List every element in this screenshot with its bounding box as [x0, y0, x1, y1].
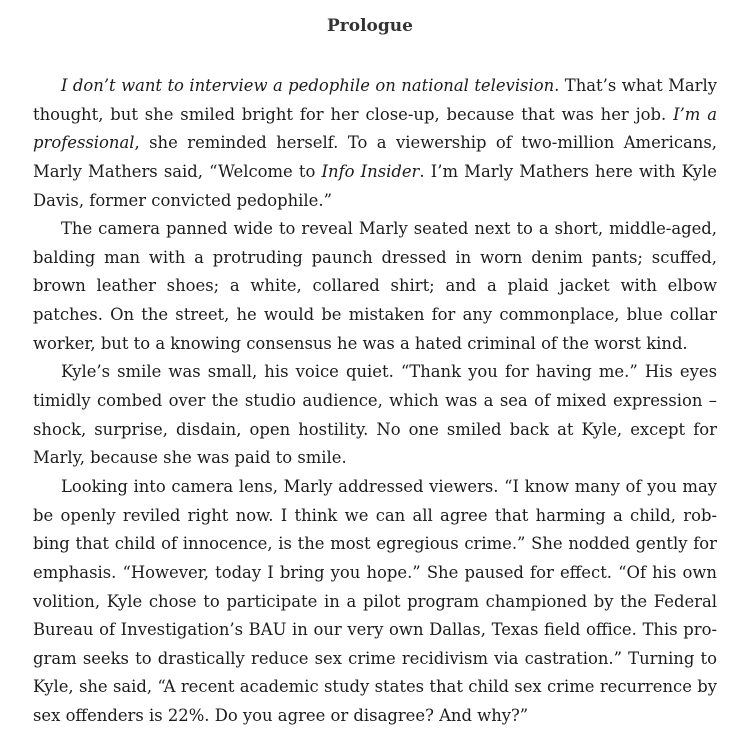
text-line — [33, 673, 717, 702]
text-segment: . I’m Marly Mathers here with Kyle — [419, 161, 718, 181]
text-segment: Marly, because she was paid to smile. — [33, 448, 347, 468]
text-line — [33, 616, 717, 645]
text-segment: sex offenders is 22%. Do you agree or disagree? And why?” — [33, 706, 529, 726]
text-line — [33, 444, 717, 473]
text-segment: Kyle, she said, “A recent academic study states that child sex crime recurrence by — [33, 677, 717, 697]
italic-text: I don’t want to interview a pedophile on national television — [61, 76, 555, 95]
text-segment: Davis, former convicted pedophile.” — [33, 190, 332, 210]
text-segment: be openly reviled right now. I think we can all agree that harming a child, rob- — [33, 505, 717, 525]
text-line — [33, 473, 717, 502]
text-line — [33, 702, 717, 731]
text-line — [33, 129, 717, 158]
text-line — [33, 215, 717, 244]
chapter-heading: Prologue — [327, 16, 413, 36]
text-line — [33, 158, 717, 187]
text-line — [33, 387, 717, 416]
text-segment: emphasis. “However, today I bring you hope.” She paused for effect. “Of his own — [33, 562, 717, 582]
text-segment: . That’s what Marly — [554, 76, 717, 95]
text-segment: thought, but she smiled bright for her close-up, because that was her job. — [33, 104, 674, 124]
text-line — [33, 559, 717, 588]
text-line — [33, 530, 717, 559]
text-segment: brown leather shoes; a white, collared shirt; and a plaid jacket with elbow — [33, 276, 717, 296]
text-segment: The camera panned wide to reveal Marly seated next to a short, middle-aged, — [61, 219, 717, 239]
text-line — [33, 645, 717, 674]
italic-text: Info Insider — [321, 161, 420, 181]
text-line — [33, 272, 717, 301]
text-segment: bing that child of innocence, is the most egregious crime.” She nodded gently for — [33, 534, 717, 554]
text-segment: Looking into camera lens, Marly addressed viewers. “I know many of you may — [61, 476, 717, 496]
text-line — [33, 588, 717, 617]
text-segment: , she reminded herself. To a viewership of two-million Americans, — [134, 133, 717, 153]
text-line — [33, 301, 717, 330]
text-segment: balding man with a protruding paunch dressed in worn denim pants; scuffed, — [33, 247, 717, 267]
italic-text: professional — [33, 133, 135, 153]
text-segment: worker, but to a knowing consensus he was a hated criminal of the worst kind. — [33, 333, 688, 353]
text-line — [33, 416, 717, 445]
text-line — [33, 358, 717, 387]
text-line — [33, 187, 717, 216]
text-segment: shock, surprise, disdain, open hostility. No one smiled back at Kyle, except for — [33, 419, 717, 439]
text-line — [33, 72, 717, 101]
text-segment: timidly combed over the studio audience, which was a sea of mixed expression – — [33, 391, 717, 411]
text-segment: patches. On the street, he would be mistaken for any commonplace, blue collar — [33, 305, 717, 325]
text-segment: Marly Mathers said, “Welcome to — [33, 161, 322, 181]
text-segment: Bureau of Investigation’s BAU in our very own Dallas, Texas field office. This pro- — [33, 620, 717, 640]
italic-text: I’m a — [673, 104, 717, 124]
text-line — [33, 244, 717, 273]
prologue-body — [33, 72, 717, 731]
text-segment: volition, Kyle chose to participate in a pilot program championed by the Federal — [33, 591, 717, 611]
text-line — [33, 330, 717, 359]
text-line — [33, 502, 717, 531]
text-segment: gram seeks to drastically reduce sex crime recidivism via castration.” Turning to — [33, 648, 717, 668]
text-line — [33, 101, 717, 130]
text-segment: Kyle’s smile was small, his voice quiet. “Thank you for having me.” His eyes — [61, 362, 717, 382]
